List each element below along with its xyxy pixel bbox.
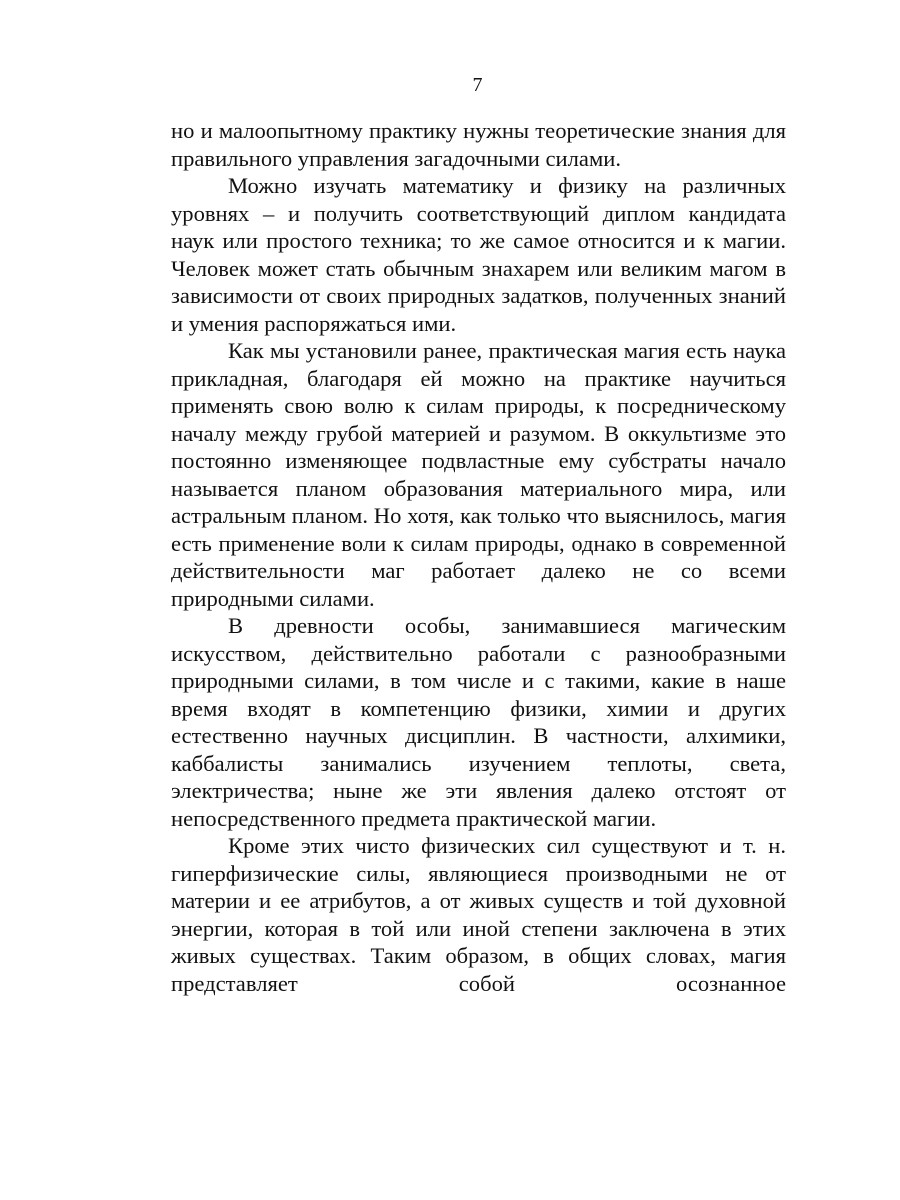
page-text (171, 117, 786, 997)
paragraph-5: Кроме этих чисто физических сил существуют и т. н. гиперфизические силы, являющиеся производными не от материи и ее атрибутов, а от живых существ и той духовной энергии, которая в той или иной степени заключена в этих живых существах. Таким образом, в общих словах, магия представляет собой осознанное (171, 833, 786, 996)
paragraph-3: Как мы установили ранее, практическая магия есть наука прикладная, благодаря ей можно на практике научиться применять свою волю к силам природы, к посредническому началу между грубой материей и разумом. В оккультизме это постоянно изменяющее подвластные ему субстраты начало называется планом образования материального мира, или астральным планом. Но хотя, как только что выяснилось, магия есть применение воли к силам природы, однако в современной действительности маг работает далеко не со всеми природными силами. (171, 338, 786, 611)
paragraph-1: но и малоопытному практику нужны теоретические знания для правильного управления загадочными силами. (171, 118, 786, 171)
paragraph-4: В древности особы, занимавшиеся магическим искусством, действительно работали с разнообразными природными силами, в том числе и с такими, какие в наше время входят в компетенцию физики, химии и других естественно научных дисциплин. В частности, алхимики, каббалисты занимались изучением теплоты, света, электричества; ныне же эти явления далеко отстоят от непосредственного предмета практической магии. (171, 613, 786, 831)
page-number: 7 (472, 74, 483, 96)
paragraph-2: Можно изучать математику и физику на различных уровнях – и получить соответствующий диплом кандидата наук или простого техника; то же самое относится и к магии. Человек может стать обычным знахарем или великим магом в зависимости от своих природных задатков, полученных знаний и умения распоряжаться ими. (171, 173, 786, 336)
